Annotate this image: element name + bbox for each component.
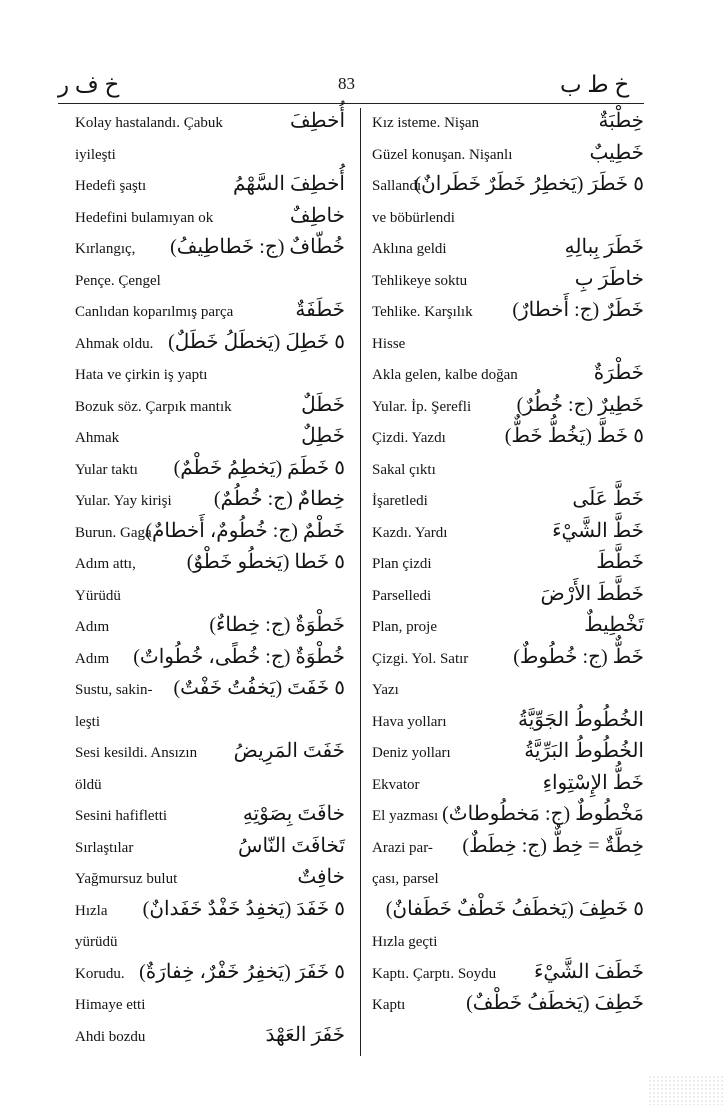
- turkish-definition: Tehlikeye soktu: [372, 272, 468, 289]
- dictionary-entry: [75, 799, 345, 831]
- arabic-headword: خِطْبَةٌ: [598, 110, 644, 132]
- dictionary-entry: [372, 390, 644, 422]
- turkish-definition: Aklına geldi: [372, 241, 447, 257]
- turkish-definition: Hata ve çirkin iş yaptı: [75, 367, 208, 383]
- turkish-definition: Hızla geçti: [372, 934, 438, 950]
- turkish-definition: Hisse: [372, 335, 406, 352]
- dictionary-entry: [372, 799, 644, 831]
- arabic-headword: ٥ خَطا (يَخطُو خَطْوٌ): [186, 551, 345, 573]
- turkish-definition: Çizgi. Yol. Satır: [372, 650, 469, 667]
- dictionary-entry: [372, 295, 644, 327]
- dictionary-entry: [372, 201, 644, 233]
- arabic-headword: خِطَّةٌ = خِطٌّ (ج: خِطَطٌ): [462, 834, 644, 857]
- arabic-headword: ٥ خَفَتَ (يَخفُتُ خَفْتٌ): [173, 677, 345, 699]
- header-rule: [58, 103, 644, 104]
- dictionary-entry: [75, 327, 345, 359]
- turkish-definition: Plan, proje: [372, 619, 437, 635]
- turkish-definition: Kazdı. Yardı: [372, 524, 448, 541]
- dictionary-entry: [75, 988, 345, 1020]
- arabic-headword: خَطْوَةٌ (ج: خِطاءٌ): [209, 614, 345, 636]
- turkish-definition: öldü: [75, 776, 102, 793]
- dictionary-entry: [372, 831, 644, 863]
- turkish-definition: Yular. Yay kirişi: [75, 493, 172, 509]
- turkish-definition: Hedefi şaştı: [75, 178, 147, 194]
- turkish-definition: Sakal çıktı: [372, 461, 436, 478]
- dictionary-entry: [75, 894, 345, 926]
- arabic-headword: خَفَتَ المَرِيضُ: [233, 740, 345, 762]
- column-divider: [360, 108, 361, 1056]
- turkish-definition: Sırlaştılar: [75, 839, 134, 856]
- dictionary-entry: [372, 484, 644, 516]
- dictionary-entry: [372, 169, 644, 201]
- turkish-definition: Kaptı. Çarptı. Soydu: [372, 965, 497, 982]
- left-column: [75, 106, 345, 1051]
- dictionary-entry: [372, 957, 644, 989]
- turkish-definition: Sallandı: [372, 178, 422, 194]
- turkish-definition: Yürüdü: [75, 587, 121, 604]
- arabic-headword: ٥ خَفَدَ (يَخفِدُ خَفْدٌ خَفَدانٌ): [142, 897, 345, 920]
- dictionary-entry: [75, 673, 345, 705]
- dictionary-entry: [75, 1020, 345, 1052]
- arabic-headword: خَطَّطَ: [596, 551, 644, 573]
- turkish-definition: Yular. İp. Şerefli: [372, 398, 472, 415]
- dictionary-entry: [372, 925, 644, 957]
- dictionary-entry: [372, 327, 644, 359]
- dictionary-entry: [75, 831, 345, 863]
- dictionary-entry: [75, 547, 345, 579]
- turkish-definition: Tehlike. Karşılık: [372, 304, 473, 320]
- arabic-headword: خَطٌّ (ج: خُطُوطٌ): [513, 645, 644, 668]
- turkish-definition: Deniz yolları: [372, 745, 451, 761]
- arabic-headword: ٥ خَطَرَ (يَخطِرُ خَطَرٌ خَطَرانٌ): [414, 173, 644, 195]
- turkish-definition: Burun. Gaga: [75, 524, 152, 541]
- turkish-definition: Ahmak: [75, 430, 120, 446]
- scan-noise: [648, 1075, 724, 1105]
- dictionary-entry: [75, 138, 345, 170]
- turkish-definition: Adım: [75, 650, 110, 667]
- turkish-definition: Güzel konuşan. Nişanlı: [372, 146, 513, 163]
- arabic-headword: ٥ خَفَرَ (يَخفِرُ خَفْرٌ، خِفارَةٌ): [139, 960, 345, 983]
- arabic-headword: خُطْوَةٌ (ج: خُطًى، خُطُواتٌ): [133, 645, 345, 668]
- dictionary-entry: [75, 862, 345, 894]
- arabic-headword: خَطَّ عَلَى: [572, 488, 644, 510]
- dictionary-entry: [75, 295, 345, 327]
- turkish-definition: Çizdi. Yazdı: [372, 430, 446, 446]
- turkish-definition: Hedefini bulamıyan ok: [75, 209, 214, 226]
- turkish-definition: Adım: [75, 619, 110, 635]
- arabic-headword: خَفَرَ العَهْدَ: [265, 1023, 345, 1046]
- dictionary-entry: [372, 768, 644, 800]
- arabic-headword: خَطْمٌ (ج: خُطُومٌ، أَخطامٌ): [145, 519, 345, 542]
- turkish-definition: Parselledi: [372, 587, 432, 604]
- arabic-headword: خَطِيبٌ: [589, 141, 644, 164]
- arabic-headword: خَطَفَةٌ: [295, 299, 345, 321]
- turkish-definition: Kolay hastalandı. Çabuk: [75, 115, 223, 131]
- dictionary-entry: [75, 705, 345, 737]
- dictionary-entry: [372, 516, 644, 548]
- turkish-definition: Sesi kesildi. Ansızın: [75, 745, 198, 761]
- turkish-definition: Hava yolları: [372, 713, 447, 730]
- dictionary-entry: [75, 390, 345, 422]
- arabic-headword: الخُطُوطُ الجَوِّيَّةُ: [518, 708, 644, 731]
- dictionary-entry: [75, 736, 345, 768]
- dictionary-entry: [372, 705, 644, 737]
- turkish-definition: Ahmak oldu.: [75, 335, 154, 352]
- turkish-definition: İşaretledi: [372, 493, 428, 509]
- dictionary-entry: [75, 453, 345, 485]
- turkish-definition: Bozuk söz. Çarpık mantık: [75, 398, 232, 415]
- arabic-headword: مَخْطُوطٌ (ج: مَخطُوطاتٌ): [442, 803, 644, 825]
- dictionary-entry: [372, 862, 644, 894]
- turkish-definition: çası, parsel: [372, 871, 439, 887]
- turkish-definition: Korudu.: [75, 965, 125, 982]
- dictionary-entry: [75, 957, 345, 989]
- turkish-definition: ve böbürlendi: [372, 209, 455, 226]
- turkish-definition: Pençe. Çengel: [75, 272, 161, 289]
- arabic-headword: خَطَرَ بِبالِهِ: [564, 236, 644, 258]
- dictionary-entry: [372, 673, 644, 705]
- arabic-headword: خَطِفَ (يَخطَفُ خَطْفٌ): [466, 992, 644, 1014]
- dictionary-entry: [372, 579, 644, 611]
- arabic-headword: خَطَلٌ: [301, 393, 345, 416]
- turkish-definition: Ekvator: [372, 776, 420, 793]
- arabic-headword: أُخطِفَ السَّهْمُ: [232, 173, 345, 195]
- arabic-headword: خُطّافٌ (ج: خَطاطِيفُ): [170, 236, 345, 258]
- turkish-definition: Arazi par-: [372, 839, 433, 856]
- header-left-letters: خ ف ر: [58, 72, 120, 97]
- dictionary-entry: [75, 768, 345, 800]
- arabic-headword: خَطَرٌ (ج: أَخطارٌ): [512, 299, 644, 321]
- arabic-headword: خَطِيرٌ (ج: خُطُرٌ): [516, 393, 644, 416]
- arabic-headword: خَطِلٌ: [301, 425, 345, 447]
- dictionary-entry: [372, 358, 644, 390]
- turkish-definition: Canlıdan koparılmış parça: [75, 304, 234, 320]
- dictionary-entry: [75, 421, 345, 453]
- dictionary-entry: [75, 232, 345, 264]
- dictionary-entry: [75, 925, 345, 957]
- right-column: [372, 106, 644, 1020]
- dictionary-entry: [372, 894, 644, 926]
- arabic-headword: تَخافَتَ النّاسُ: [238, 834, 345, 857]
- turkish-definition: Akla gelen, kalbe doğan: [372, 367, 518, 383]
- dictionary-entry: [75, 516, 345, 548]
- turkish-definition: iyileşti: [75, 146, 116, 163]
- arabic-headword: خاطَرَ بِ: [574, 267, 644, 290]
- arabic-headword: أُخطِفَ: [289, 110, 345, 132]
- arabic-headword: تَخْطِيطٌ: [584, 614, 644, 636]
- arabic-headword: خَطُّ الإِسْتِواءِ: [542, 771, 644, 794]
- turkish-definition: Yazı: [372, 682, 399, 698]
- dictionary-entry: [75, 610, 345, 642]
- turkish-definition: Sesini hafifletti: [75, 808, 168, 824]
- arabic-headword: ٥ خَطِلَ (يَخطَلُ خَطَلٌ): [168, 330, 345, 353]
- dictionary-entry: [372, 264, 644, 296]
- dictionary-entry: [75, 169, 345, 201]
- arabic-headword: خافِتٌ: [297, 866, 345, 888]
- dictionary-entry: [372, 610, 644, 642]
- arabic-headword: ٥ خَطِفَ (يَخطَفُ خَطْفٌ خَطَفانٌ): [385, 897, 644, 920]
- dictionary-entry: [75, 358, 345, 390]
- dictionary-entry: [75, 579, 345, 611]
- turkish-definition: Ahdi bozdu: [75, 1028, 146, 1045]
- dictionary-entry: [372, 642, 644, 674]
- dictionary-entry: [372, 232, 644, 264]
- arabic-headword: الخُطُوطُ البَرِّيَّةُ: [524, 740, 644, 762]
- arabic-headword: ٥ خَطَمَ (يَخطِمُ خَطْمٌ): [173, 456, 345, 479]
- arabic-headword: خَطَّطَ الأَرْضَ: [540, 582, 644, 605]
- turkish-definition: leşti: [75, 713, 100, 730]
- dictionary-entry: [75, 106, 345, 138]
- dictionary-entry: [372, 106, 644, 138]
- turkish-definition: Hızla: [75, 902, 108, 919]
- turkish-definition: El yazması: [372, 808, 439, 824]
- dictionary-entry: [372, 988, 644, 1020]
- turkish-definition: Sustu, sakin-: [75, 682, 153, 698]
- turkish-definition: yürüdü: [75, 934, 118, 950]
- page-header: [0, 0, 726, 110]
- turkish-definition: Yular taktı: [75, 461, 138, 478]
- page-number: 83: [338, 74, 355, 93]
- turkish-definition: Kız isteme. Nişan: [372, 115, 480, 131]
- turkish-definition: Kırlangıç,: [75, 241, 136, 257]
- turkish-definition: Himaye etti: [75, 997, 146, 1013]
- turkish-definition: Yağmursuz bulut: [75, 871, 178, 887]
- arabic-headword: خاطِفٌ: [289, 204, 345, 227]
- turkish-definition: Adım attı,: [75, 556, 136, 572]
- arabic-headword: خَطَّ الشَّيْءَ: [552, 519, 644, 542]
- arabic-headword: ٥ خَطَّ (يَخُطُّ خَطٌّ): [504, 425, 644, 447]
- dictionary-entry: [372, 453, 644, 485]
- header-right-letters: خ ط ب: [560, 72, 630, 97]
- dictionary-entry: [75, 201, 345, 233]
- arabic-headword: خافَتَ بِصَوْتِهِ: [242, 803, 345, 825]
- turkish-definition: Kaptı: [372, 997, 406, 1013]
- dictionary-entry: [372, 736, 644, 768]
- dictionary-entry: [372, 421, 644, 453]
- dictionary-entry: [75, 264, 345, 296]
- dictionary-entry: [75, 484, 345, 516]
- arabic-headword: خَطَفَ الشَّيْءَ: [533, 960, 644, 983]
- arabic-headword: خِطامٌ (ج: خُطُمٌ): [213, 488, 345, 510]
- dictionary-entry: [75, 642, 345, 674]
- arabic-headword: خَطْرَةٌ: [593, 362, 644, 384]
- dictionary-entry: [372, 547, 644, 579]
- turkish-definition: Plan çizdi: [372, 556, 432, 572]
- dictionary-entry: [372, 138, 644, 170]
